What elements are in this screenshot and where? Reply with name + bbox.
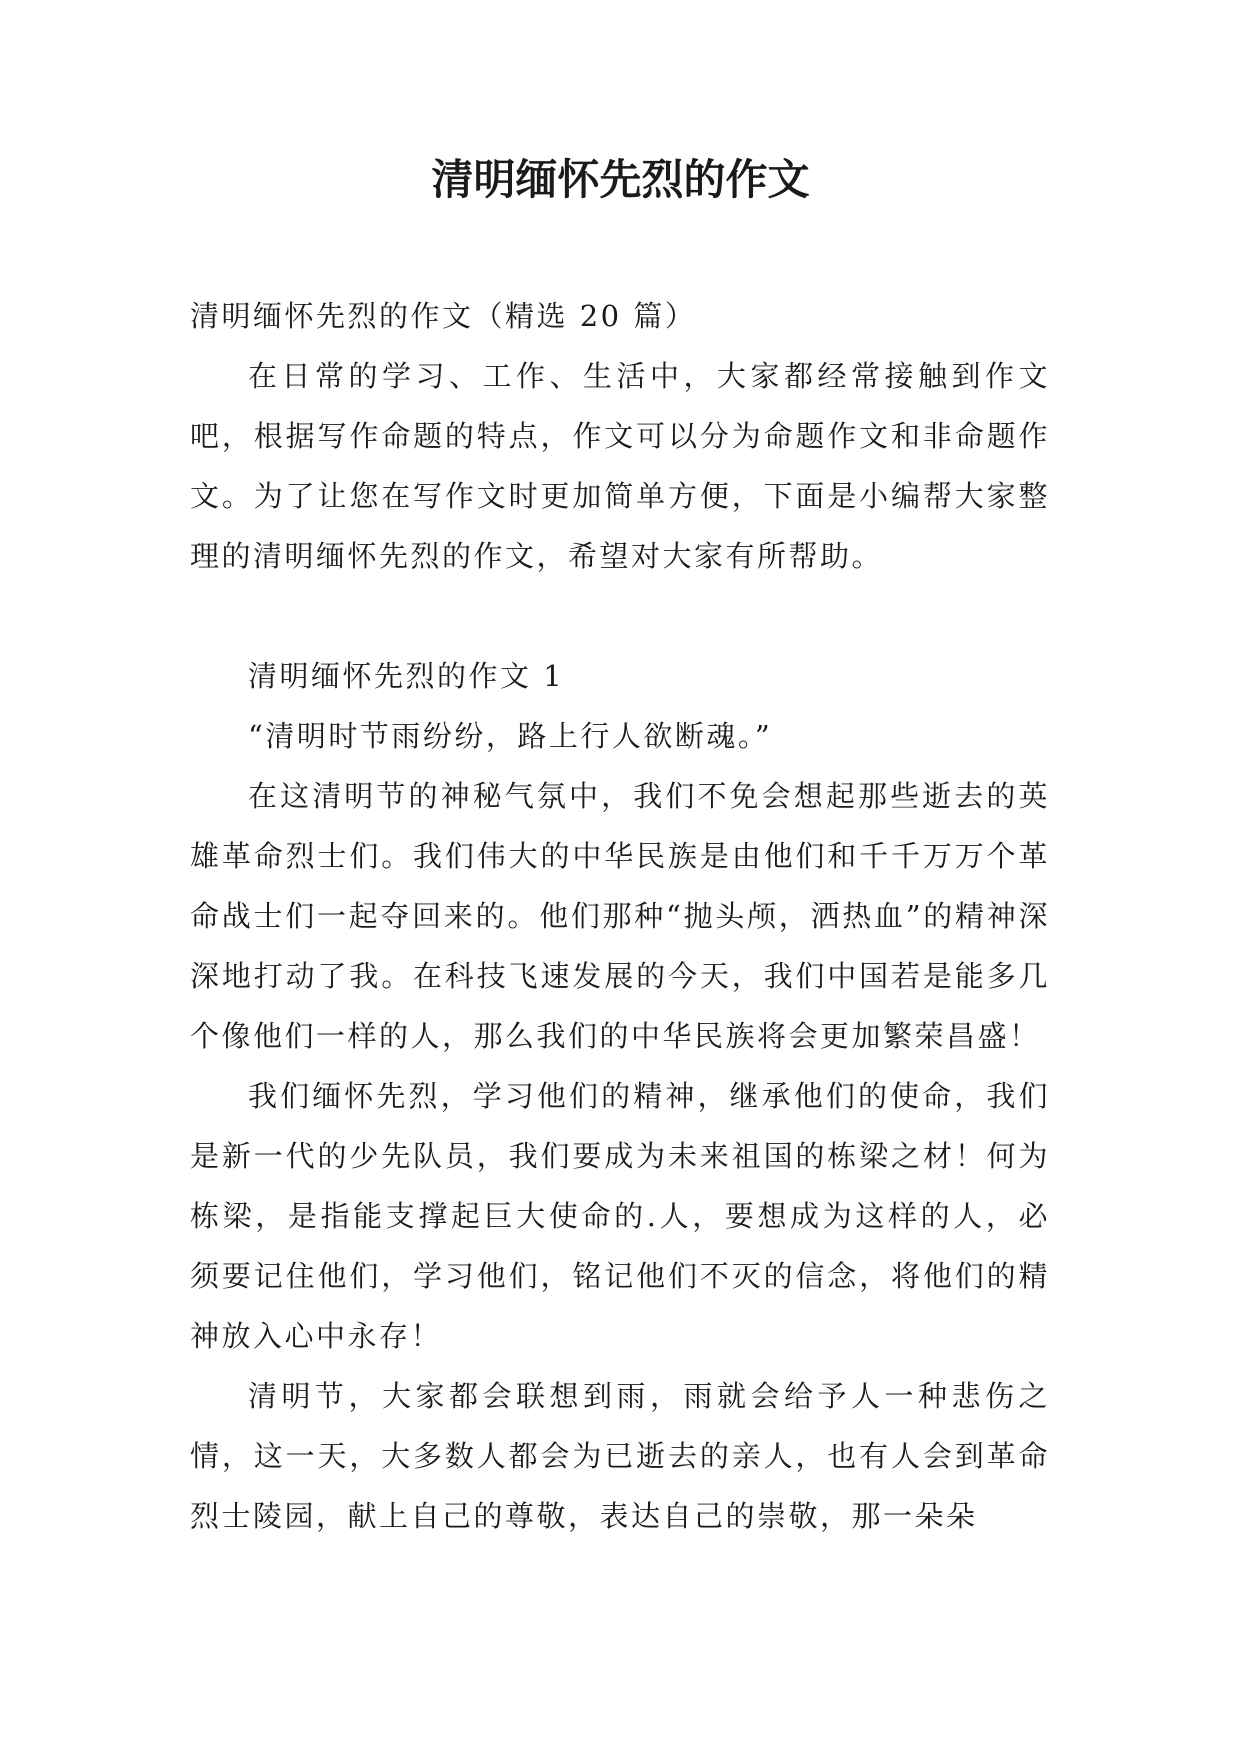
body-paragraph: 在这清明节的神秘气氛中，我们不免会想起那些逝去的英雄革命烈士们。我们伟大的中华民族是由他们和千千万万个革命战士们一起夺回来的。他们那种“抛头颅，洒热血”的精神深深地打动了我。在科技飞速发展的今天，我们中国若是能多几个像他们一样的人，那么我们的中华民族将会更加繁荣昌盛！ (190, 779, 1050, 1053)
body-paragraph: 我们缅怀先烈，学习他们的精神，继承他们的使命，我们是新一代的少先队员，我们要成为未来祖国的栋梁之材！何为栋梁，是指能支撑起巨大使命的.人，要想成为这样的人，必须要记住他们，学习他们，铭记他们不灭的信念，将他们的精神放入心中永存！ (190, 1079, 1050, 1353)
essay-heading: 清明缅怀先烈的作文 1 (248, 659, 565, 693)
poem-quote: “清明时节雨纷纷，路上行人欲断魂。” (248, 719, 773, 753)
intro-paragraph: 在日常的学习、工作、生活中，大家都经常接触到作文吧，根据写作命题的特点，作文可以分为命题作文和非命题作文。为了让您在写作文时更加简单方便，下面是小编帮大家整理的清明缅怀先烈的作文，希望对大家有所帮助。 (190, 359, 1050, 573)
document-body (190, 286, 1050, 1546)
document-subtitle: 清明缅怀先烈的作文（精选 20 篇） (190, 299, 697, 333)
section-spacer (190, 586, 1050, 646)
body-paragraph: 清明节，大家都会联想到雨，雨就会给予人一种悲伤之情，这一天，大多数人都会为已逝去的亲人，也有人会到革命烈士陵园，献上自己的尊敬，表达自己的崇敬，那一朵朵 (190, 1379, 1050, 1533)
document-title: 清明缅怀先烈的作文 (431, 155, 810, 204)
